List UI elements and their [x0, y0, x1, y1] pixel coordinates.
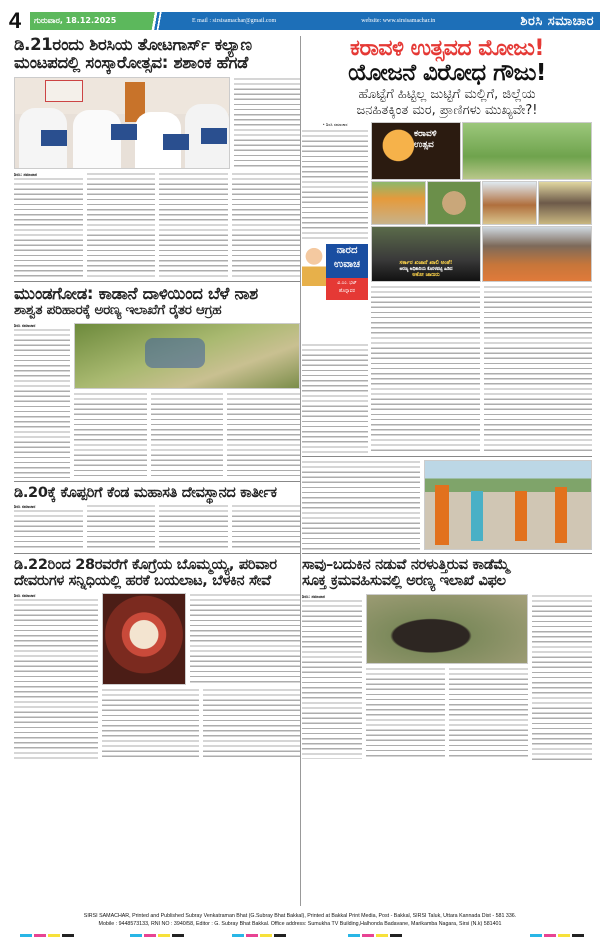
color-registration-marks: [232, 934, 286, 937]
dateline: ಶಿರಸಿ: ಸಮಾಚಾರ: [302, 593, 326, 599]
story-kogre-bommayya: [14, 557, 300, 762]
utsav-label: ಕರಾವಳಿ ಉತ್ಸವ: [414, 129, 437, 151]
photo-collage: [371, 122, 592, 180]
story-column: [302, 594, 362, 762]
story-kademme-bison: [302, 557, 592, 761]
headline-line: ಸೂಕ್ತ ಕ್ರಮವಹಿಸುವಲ್ಲಿ ಅರಣ್ಯ ಇಲಾಖೆ ವಿಫಲ: [302, 573, 506, 590]
headline-line: ದೇವರುಗಳ ಸನ್ನಿಧಿಯಲ್ಲಿ ಹರಕೆ ಬಯಲಾಟ, ಬೆಳಕಿನ ಸೇವೆ: [14, 572, 271, 589]
author-place: ಹೊನ್ನಾವರ: [338, 289, 356, 295]
dateline: ಶಿರಸಿ: ಸಮಾಚಾರ: [14, 171, 38, 177]
author-name: ವಿ.ಎಂ. ಭಟ್: [337, 281, 357, 287]
dateline: ಶಿರಸಿ ಸಮಾಚಾರ: [14, 593, 36, 599]
story-column: [14, 323, 70, 478]
column-title: ನಾರದ: [336, 245, 358, 257]
divider: [14, 281, 300, 282]
protest-officer-photo: [371, 226, 481, 282]
story-column: [102, 688, 199, 760]
story-column: [14, 172, 83, 278]
forest-photo: [462, 122, 592, 180]
story-column: [532, 594, 592, 762]
divider: [302, 456, 592, 457]
protest-crowd-photo: [482, 226, 592, 282]
story-column: [302, 460, 420, 550]
imprint-line: Mobile : 9448573133, RNI NO : 3940/58, Editor : G. Subray Bhat Bakkal. Office address: Sumukha TV Building,Halhonda Badavane, Marikamba Nagara, Sirsi (N.k) 581401: [98, 921, 502, 927]
lead-headline-black: ಯೋಜನೆ ವಿರೋಧ ಗೌಜು!: [348, 60, 546, 87]
headline-line: ಡಿ.22ರಿಂದ 28ರವರೆಗೆ ಕೊಗ್ರೆಯ ಬೊಮ್ಮಯ್ಯ, ಪರಿವಾರ: [14, 556, 277, 573]
story-column: [87, 172, 156, 278]
story-column: [232, 172, 301, 278]
page-header: [0, 8, 600, 33]
boar-photo: [538, 181, 593, 225]
story-sanskarotsava: [14, 36, 300, 278]
story-column: [159, 172, 228, 278]
column-author: [326, 278, 368, 300]
story-column: [14, 504, 83, 550]
tiger-photo: [371, 181, 426, 225]
dateline: ಶಿರಸಿ ಸಮಾಚಾರ: [14, 322, 36, 328]
issue-date: ಗುರುವಾರ, 18.12.2025: [34, 16, 117, 25]
imprint-footer: [0, 912, 600, 928]
divider: [302, 553, 592, 554]
color-registration-marks: [130, 934, 184, 937]
right-column: [302, 36, 592, 762]
lead-story-karavali: [302, 36, 592, 550]
page-number: 4: [8, 8, 22, 33]
headline-line: ಮಂಟಪದಲ್ಲಿ ಸಂಸ್ಕಾರೋತ್ಸವ: ಶಶಾಂಕ ಹೆಗಡೆ: [14, 53, 248, 73]
color-registration-marks: [530, 934, 584, 937]
headline-line: ಸಾವು–ಬದುಕಿನ ನಡುವೆ ನರಳುತ್ತಿರುವ ಕಾಡೆಮ್ಮೆ: [302, 557, 510, 574]
column-title-block: [326, 244, 368, 278]
story-column: [190, 593, 300, 685]
procession-block: [302, 460, 592, 550]
left-column: [14, 36, 300, 762]
karavali-utsav-photo: [371, 122, 461, 180]
divider: [14, 481, 300, 482]
contact-band: [168, 12, 600, 30]
color-registration-marks: [20, 934, 74, 937]
divider: [14, 553, 300, 554]
narada-uvacha-box: [302, 244, 368, 300]
photo-caption: ಸರ್ಕಾರ ಖಜಾನೆ ಖಾಲಿ ಅಂತೆ!: [399, 260, 453, 267]
story-column: [227, 392, 300, 476]
story-column: [74, 392, 147, 476]
story-body: [14, 172, 300, 278]
column-title: ಉವಾಚ: [333, 259, 361, 271]
story-column: [366, 667, 445, 759]
photo-caption: ಅರಣ್ಯ ಅಧಿಕಾರಿಯ ಕೊರಳಪಟ್ಟಿ ಹಿಡಿದ: [399, 267, 453, 273]
headline: [14, 285, 300, 319]
email-text: E mail : sirsisamachar@gmail.com: [192, 18, 277, 24]
story-column: [14, 593, 98, 762]
story-column: [151, 392, 224, 476]
story-column: [87, 504, 156, 550]
story-body-text: [234, 77, 300, 169]
monkey-photo: [427, 181, 482, 225]
headline: [14, 36, 300, 73]
story-column: [449, 667, 528, 759]
story-column: [484, 285, 593, 453]
procession-photo: [424, 460, 592, 550]
color-registration-marks: [348, 934, 402, 937]
cartoon-narada-icon: [302, 244, 326, 300]
photo-caption: ಅಕೋ ಜಾಣರು: [412, 272, 440, 279]
masthead-brand: ಶಿರಸಿ ಸಮಾಚಾರ: [520, 13, 594, 29]
subheadline-line: ಜನಹಿತಕ್ಕಿಂತ ಮರ, ಪ್ರಾಣಿಗಳು ಮುಖ್ಯವೇ?!: [356, 102, 538, 118]
farm-damage-photo: [74, 323, 300, 389]
story-column: [232, 504, 301, 550]
press-release-photo: [14, 77, 230, 169]
headline: [14, 557, 300, 589]
column-divider: [300, 36, 301, 906]
byline: • ಶಿರಸಿ ಸಮಾಚಾರ: [322, 122, 348, 128]
date-band: [30, 12, 146, 30]
injured-bison-photo: [366, 594, 528, 664]
headline: [302, 557, 592, 589]
subheadline-line: ಹೊಟ್ಟೆಗೆ ಹಿಟ್ಟಿಲ್ಲ ಜುಟ್ಟಿಗೆ ಮಲ್ಲಿಗೆ, ಜಿಲ್ಲೆಯ: [358, 86, 536, 102]
imprint-line: SIRSI SAMACHAR, Printed and Published Subray Venkatraman Bhat (G.Subray Bhat Bakkal), Printed at Bakkal Print Media, Post - Bakkal, SIRSI Taluk, Uttara Kannada Dist - 581 336.: [83, 913, 517, 919]
story-column: [203, 688, 300, 760]
bison-photo: [482, 181, 537, 225]
story-body: [14, 504, 300, 550]
lead-headline-red: ಕರಾವಳಿ ಉತ್ಸವದ ಮೋಜು!: [350, 36, 544, 61]
headline-line: ಡಿ.21ರಂದು ಶಿರಸಿಯ ತೋಟಗಾರ್ಸ್ ಕಲ್ಯಾಣ: [14, 35, 252, 54]
story-column: [159, 504, 228, 550]
story-column: [302, 343, 368, 453]
deity-photo: [102, 593, 186, 685]
website-text: website: www.sirsisamachar.in: [361, 18, 436, 24]
lead-subheadline: [302, 87, 592, 120]
header-divider-stripes: [146, 12, 168, 30]
story-mundgod-elephant: [14, 285, 300, 478]
story-kopparige-temple: [14, 485, 300, 550]
headline-line: ಮುಂಡಗೋಡ: ಕಾಡಾನೆ ದಾಳಿಯಿಂದ ಬೆಳೆ ನಾಶ: [14, 283, 258, 303]
headline: ಡಿ.20ಕ್ಕೆ ಕೊಪ್ಪರಿಗೆ ಕೆಂಡ ಮಹಾಸತಿ ದೇವಸ್ಥಾನದ ಕಾರ್ತೀಕ: [14, 484, 277, 501]
headline-line: ಶಾಶ್ವತ ಪರಿಹಾರಕ್ಕೆ ಅರಣ್ಯ ಇಲಾಖೆಗೆ ರೈತರ ಆಗ್ರಹ: [14, 302, 222, 319]
story-column: [371, 285, 480, 453]
dateline: ಶಿರಸಿ ಸಮಾಚಾರ: [14, 503, 36, 509]
